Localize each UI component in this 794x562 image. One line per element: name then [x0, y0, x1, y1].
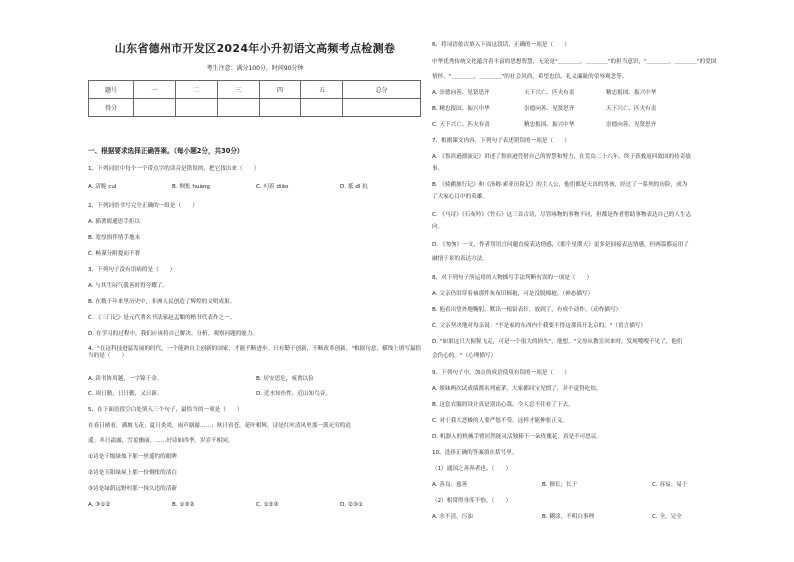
question-5: 5、在下面语段空白处填入三个句子，最恰当的一项是（ ）	[88, 407, 243, 413]
option: 天下兴亡、匹夫有责	[524, 90, 575, 96]
option: C. 天下兴亡、匹夫有责	[432, 122, 490, 128]
option: A. 善良；慈善	[432, 482, 468, 488]
question-4-options	[88, 376, 314, 383]
option: B. 这套衣服的设计真是别出心裁，令人忍不住看了下去。	[432, 402, 574, 408]
question-1-options	[88, 184, 422, 191]
question-6-option-row	[432, 106, 656, 113]
option: B. 《骑鹅旅行记》和《汤姆·索亚历险记》的主人公，他们都是天真的男孩，经过了一系列的历险，成为	[432, 182, 688, 188]
option: C. 《三门记》是元代著名书法家赵孟頫的楷书代表作之一。	[88, 315, 236, 321]
table-cell	[217, 99, 259, 117]
question-3: 3、下列句子没有语病的是（ ）	[88, 267, 176, 273]
option-continued: 融情于景的表达方法。	[432, 256, 488, 262]
exam-notice: 考生注意：满分100分，时间90分钟	[206, 65, 304, 72]
table-cell: 题号	[89, 81, 134, 99]
option: B. 擅长；长于	[542, 482, 578, 488]
sub-question-options	[432, 482, 687, 489]
option: C. 《马诗》《石灰吟》《竹石》这三首古诗，尽管咏物的事物不同，但都是作者借助事物表达自己的人生志	[432, 212, 692, 218]
passage-line: 情怀，"＿＿＿＿，＿＿＿＿"的社会风尚，希望忠信、礼义廉耻的荣辱观念等。	[432, 74, 628, 80]
option: B. 宽厚损伴情手地未	[88, 235, 141, 241]
option: C. 叼着 diāo	[256, 184, 289, 190]
option: C. 容易；易于	[652, 482, 688, 488]
option: B. ①③②	[172, 502, 195, 508]
option: B. 糊涂，不明白事理	[542, 514, 595, 520]
option: A. 姐妹两次试成绩都名列前茅，大家都同宝见惯了，并不觉得吃惊。	[432, 386, 602, 392]
option: D. 《匆匆》一文，作者用语言问题直接表达情感，《那个星期天》更多是间接表达情感，但两篇都运用了	[432, 242, 689, 248]
sub-question: （2）相常得身浑不怡。（ ）	[432, 498, 512, 504]
passage-sentence: ③诗是绿荫远野村那一抹久违的清新	[88, 486, 177, 492]
sub-question-options	[432, 514, 682, 521]
option: B. 他看出望外地鞠躬，默出一根铅表针，放到了，有成个动作。（动作描写）	[432, 307, 622, 313]
option: 天下兴亡、匹夫有责	[606, 106, 657, 112]
table-cell: 一	[134, 81, 176, 99]
question-5-options	[88, 502, 422, 509]
option: A. 与其生闷气我善时得夸耀了。	[88, 283, 169, 289]
option: 崇德向善、见贤思齐	[524, 106, 575, 112]
option: A. 插著娱遁思手拒以	[88, 219, 141, 225]
option-continued: 会伤心的。"（心理描写）	[432, 353, 497, 359]
option: D. 近水知鱼性，近山知鸟音。	[256, 391, 331, 397]
option: D. 机器人的机械手臂居然能灵活独捧下一朵玫瑰花，真是不可思议。	[432, 434, 603, 440]
passage-line: 中华优秀传统文化蕴含着丰富的思想智慧，无论是"＿＿＿＿，＿＿＿＿"的担当意识，"＿＿＿＿，＿＿＿＿"的爱国	[432, 59, 717, 65]
option: C. 对于我大恶极的人要严惩不贷，这样才能伸张正义。	[432, 418, 569, 424]
table-cell: 二	[175, 81, 217, 99]
question-6-option-row	[432, 90, 656, 97]
question-2: 2、下列词语书写完全正确的一组是（ ）	[88, 203, 198, 209]
option-continued: 事。	[432, 166, 444, 172]
exam-title: 山东省德州市开发区2024年小升初语文高频考点检测卷	[114, 42, 396, 55]
option: A. ③①②	[88, 502, 111, 508]
option: D. 抵 dǐ 抗	[340, 184, 368, 190]
option: B. 居安思危，戒奢以俭	[256, 376, 314, 382]
table-cell: 三	[217, 81, 259, 99]
passage-sentence: ②诗是玉阳绿屋上那一份惆怅的清白	[88, 470, 177, 476]
option: C. 畅谨分附提而不奢	[88, 251, 141, 257]
option: B. 在数千年来里历史中，非洲人民创造了辉煌的文明成果。	[88, 299, 236, 305]
option: 精忠报国、振兴中华	[524, 122, 575, 128]
table-cell	[175, 99, 217, 117]
option: C. 全，完全	[652, 514, 682, 520]
question-8: 8、对下列句子所运用的人物描写手法判断有误的一项是（ ）	[432, 275, 593, 281]
question-4: 4、"在这科技进猛发展的时代，一个能熟自主创新的国家，才能不断进步。只有勤于创新，不断改革创新，"根据句意，横线上填写最恰当的是（ ）	[88, 346, 422, 359]
option: C. ①②③	[256, 502, 279, 508]
table-cell	[343, 99, 421, 117]
option-continued: 向。	[432, 224, 444, 230]
score-table	[88, 80, 421, 117]
table-row	[89, 81, 421, 99]
option: D. ②③①	[340, 502, 363, 508]
option: A. 崇德向善、见贤思齐	[432, 90, 490, 96]
option: C. 父亲坚决地对母亲说："不是家的东西内个我要不得这那真开北京的。"（语言描写）	[432, 323, 646, 329]
passage-line: 在春日晴看，满坡飞花；夏日炎炎，雨声潺潺……；秋日看苍，花叶相辉，诗是红叶清风里那一派无穷的逍	[88, 423, 351, 429]
option: D. 在学习的过程中，我们应该将自己解决、分析、观察问题的能力。	[88, 331, 259, 337]
section-heading: 一、根据要求选择正确答案。（每小题2分，共30分）	[88, 147, 244, 155]
option: A. 读书协用越，一字锦千金。	[88, 376, 163, 382]
option: B. 惆怅 huàng	[172, 184, 210, 190]
table-row	[89, 99, 421, 117]
option: 精忠报国、振兴中华	[606, 90, 657, 96]
option: A. 父亲仍旧穿着袖那件灰布旧棉袍，可是没脱棉袍。（神态描写）	[432, 291, 594, 297]
question-6: 6、将词语依次填入下面这段话，正确的一项是（ ）	[432, 42, 570, 48]
passage-line: 遥；冬日霜露，雪羞幽丽，……好诗如四季，岁岁不相同。	[88, 438, 234, 444]
question-4-options	[88, 391, 331, 398]
option: B. 精忠报国、振兴中华	[432, 106, 490, 112]
table-cell	[134, 99, 176, 117]
option: A. 水不清，污浊	[432, 514, 473, 520]
option: 崇德向善、见贤思齐	[606, 122, 657, 128]
option: C. 周日勤，日日勤，又日新。	[88, 391, 163, 397]
table-cell	[259, 99, 301, 117]
question-6-option-row	[432, 122, 656, 129]
option: A. 《鲁滨逊漂流记》讲述了鲁滨逊凭借自己的智慧和努力，在荒岛二十八年，终于获救返回故国的传奇故	[432, 154, 692, 160]
sub-question: （1）通国之善奔者也。（ ）	[432, 466, 512, 472]
option-continued: 了大家心目中的英雄。	[432, 194, 488, 200]
table-cell: 得分	[89, 99, 134, 117]
option: A. 清脆 cuì	[88, 184, 117, 190]
question-1: 1、下列词语中每个一个带点字的读音是错误的，把它找出来（ ）	[88, 166, 260, 172]
passage-sentence: ①诗是千级绿烛下那一丝遥约的眼眸	[88, 454, 177, 460]
question-7: 7、根据课文内容，下列句子表述错误的一项是（ ）	[432, 138, 570, 144]
option: D. "如果这只大猩猩飞走，可是一个很大的损失"，他想，"父母从教室回来时，发现嗖嗖不见了，他们	[432, 339, 683, 345]
table-cell: 五	[301, 81, 343, 99]
table-cell: 总分	[343, 81, 421, 99]
question-9: 9、下列句子中，加点的成语使用有误的一项是（ ）	[432, 370, 570, 376]
question-10: 10、选择正确的答案填在括号里。	[432, 450, 518, 456]
table-cell	[301, 99, 343, 117]
table-cell: 四	[259, 81, 301, 99]
